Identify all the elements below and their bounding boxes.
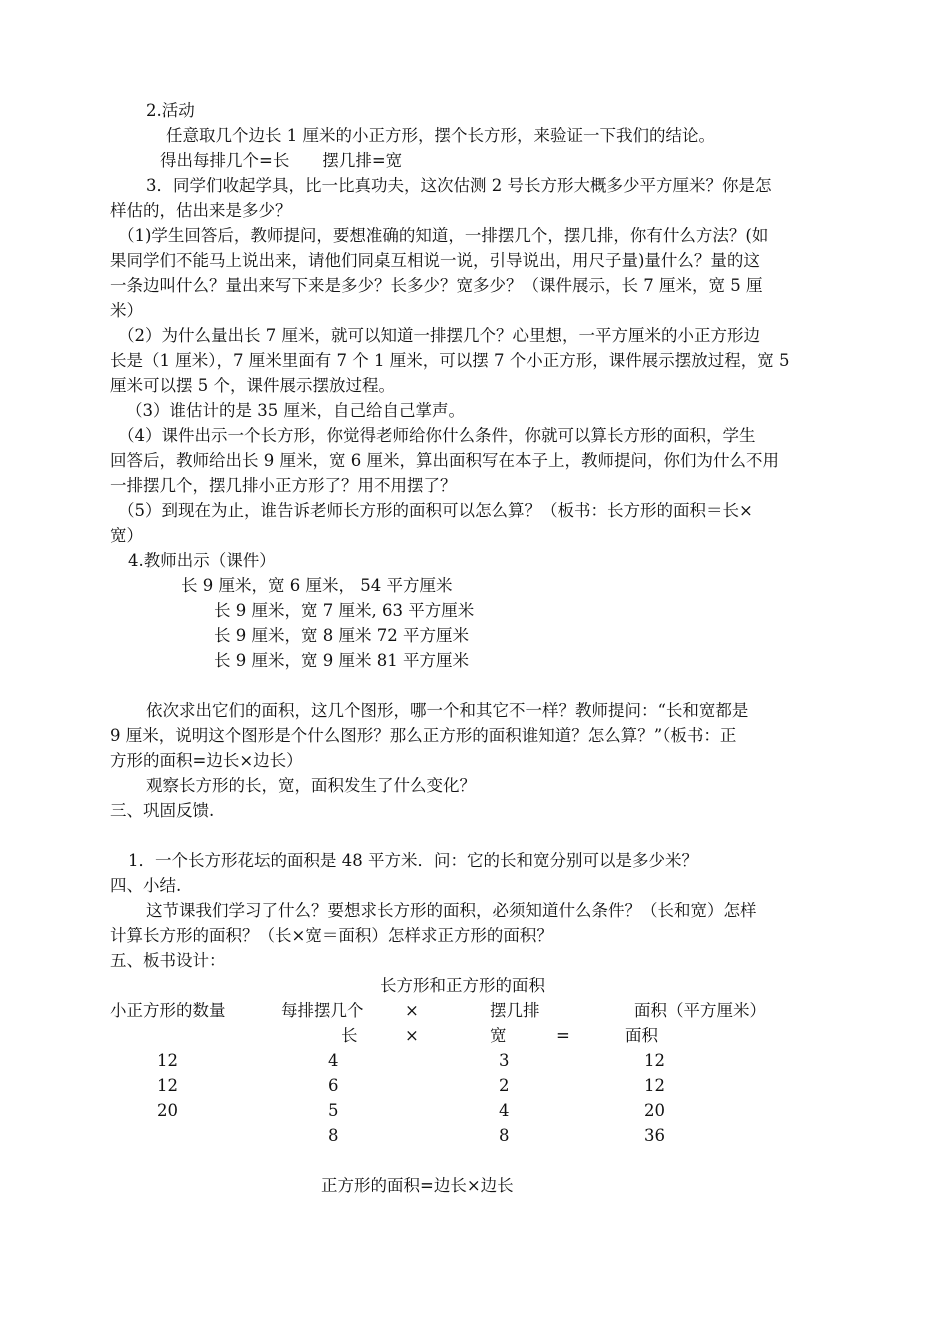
section-heading: 三、巩固反馈. xyxy=(110,801,215,820)
text-line: 长 9 厘米，宽 8 厘米 72 平方厘米 xyxy=(214,626,469,645)
table-cell: 4 xyxy=(499,1101,510,1120)
table-cell: 3 xyxy=(499,1051,510,1070)
board-header: 小正方形的数量 xyxy=(110,1001,226,1020)
table-cell: 4 xyxy=(328,1051,339,1070)
board-header: 摆几排 xyxy=(490,1001,540,1020)
text-line: 2.活动 xyxy=(146,101,195,120)
section-heading: 五、板书设计： xyxy=(110,951,226,970)
text-line: 得出每排几个=长 摆几排=宽 xyxy=(160,151,403,170)
text-line: 任意取几个边长 1 厘米的小正方形，摆个长方形，来验证一下我们的结论。 xyxy=(166,126,715,145)
table-cell: 8 xyxy=(499,1126,510,1145)
table-cell: 12 xyxy=(157,1051,178,1070)
text-line: 计算长方形的面积？（长×宽＝面积）怎样求正方形的面积？ xyxy=(110,926,553,945)
text-line: 厘米可以摆 5 个，课件展示摆放过程。 xyxy=(110,376,395,395)
text-line: 长 9 厘米，宽 6 厘米， 54 平方厘米 xyxy=(181,576,453,595)
text-line: 宽） xyxy=(110,526,143,545)
text-line: 这节课我们学习了什么？要想求长方形的面积，必须知道什么条件？（长和宽）怎样 xyxy=(146,901,757,920)
table-cell: 12 xyxy=(157,1076,178,1095)
text-line: 一排摆几个，摆几排小正方形了？用不用摆了？ xyxy=(110,476,457,495)
board-title: 长方形和正方形的面积 xyxy=(380,976,545,995)
text-line: （1)学生回答后，教师提问，要想准确的知道，一排摆几个，摆几排，你有什么方法？(如 xyxy=(118,226,769,245)
board-subheader: 宽 xyxy=(490,1026,507,1045)
text-line: （5）到现在为止，谁告诉老师长方形的面积可以怎么算？（板书：长方形的面积＝长× xyxy=(118,501,753,520)
board-subheader: × xyxy=(405,1026,419,1045)
board-subheader: 面积 xyxy=(625,1026,658,1045)
text-line: （4）课件出示一个长方形，你觉得老师给你什么条件，你就可以算长方形的面积，学生 xyxy=(118,426,756,445)
text-line: 方形的面积=边长×边长） xyxy=(110,751,303,770)
text-line: 样估的，估出来是多少？ xyxy=(110,201,292,220)
table-cell: 2 xyxy=(499,1076,510,1095)
text-line: 观察长方形的长，宽，面积发生了什么变化？ xyxy=(146,776,476,795)
text-line: 3．同学们收起学具，比一比真功夫，这次估测 2 号长方形大概多少平方厘米？你是怎 xyxy=(146,176,772,195)
text-line: 长 9 厘米，宽 7 厘米, 63 平方厘米 xyxy=(214,601,475,620)
table-cell: 5 xyxy=(328,1101,339,1120)
table-cell: 12 xyxy=(644,1076,665,1095)
text-line: 回答后，教师给出长 9 厘米，宽 6 厘米，算出面积写在本子上，教师提问，你们为什么不用 xyxy=(110,451,779,470)
table-cell: 6 xyxy=(328,1076,339,1095)
text-line: （2）为什么量出长 7 厘米，就可以知道一排摆几个？心里想，一平方厘米的小正方形边 xyxy=(118,326,760,345)
table-cell: 20 xyxy=(644,1101,665,1120)
text-line: 4.教师出示（课件） xyxy=(128,551,276,570)
text-line: 果同学们不能马上说出来，请他们同桌互相说一说，引导说出，用尺子量)量什么？量的这 xyxy=(110,251,760,270)
text-line: 米） xyxy=(110,301,143,320)
text-line: 1．一个长方形花坛的面积是 48 平方米．问：它的长和宽分别可以是多少米？ xyxy=(128,851,698,870)
board-header: × xyxy=(405,1001,419,1020)
text-line: 依次求出它们的面积，这几个图形，哪一个和其它不一样？教师提问：“长和宽都是 xyxy=(146,701,749,720)
table-cell: 8 xyxy=(328,1126,339,1145)
table-cell: 36 xyxy=(644,1126,665,1145)
square-area-formula: 正方形的面积=边长×边长 xyxy=(321,1176,514,1195)
board-subheader: = xyxy=(556,1026,570,1045)
text-line: （3）谁估计的是 35 厘米，自己给自己掌声。 xyxy=(126,401,465,420)
text-line: 一条边叫什么？量出来写下来是多少？长多少？宽多少？（课件展示，长 7 厘米，宽 5 厘 xyxy=(110,276,763,295)
section-heading: 四、小结. xyxy=(110,876,182,895)
board-header: 面积（平方厘米） xyxy=(634,1001,766,1020)
table-cell: 20 xyxy=(157,1101,178,1120)
text-line: 长 9 厘米，宽 9 厘米 81 平方厘米 xyxy=(214,651,469,670)
text-line: 长是（1 厘米），7 厘米里面有 7 个 1 厘米，可以摆 7 个小正方形，课件展示摆放过程，宽 5 xyxy=(110,351,790,370)
board-subheader: 长 xyxy=(341,1026,358,1045)
table-cell: 12 xyxy=(644,1051,665,1070)
text-line: 9 厘米，说明这个图形是个什么图形？那么正方形的面积谁知道？怎么算？”（板书：正 xyxy=(110,726,737,745)
board-header: 每排摆几个 xyxy=(281,1001,364,1020)
